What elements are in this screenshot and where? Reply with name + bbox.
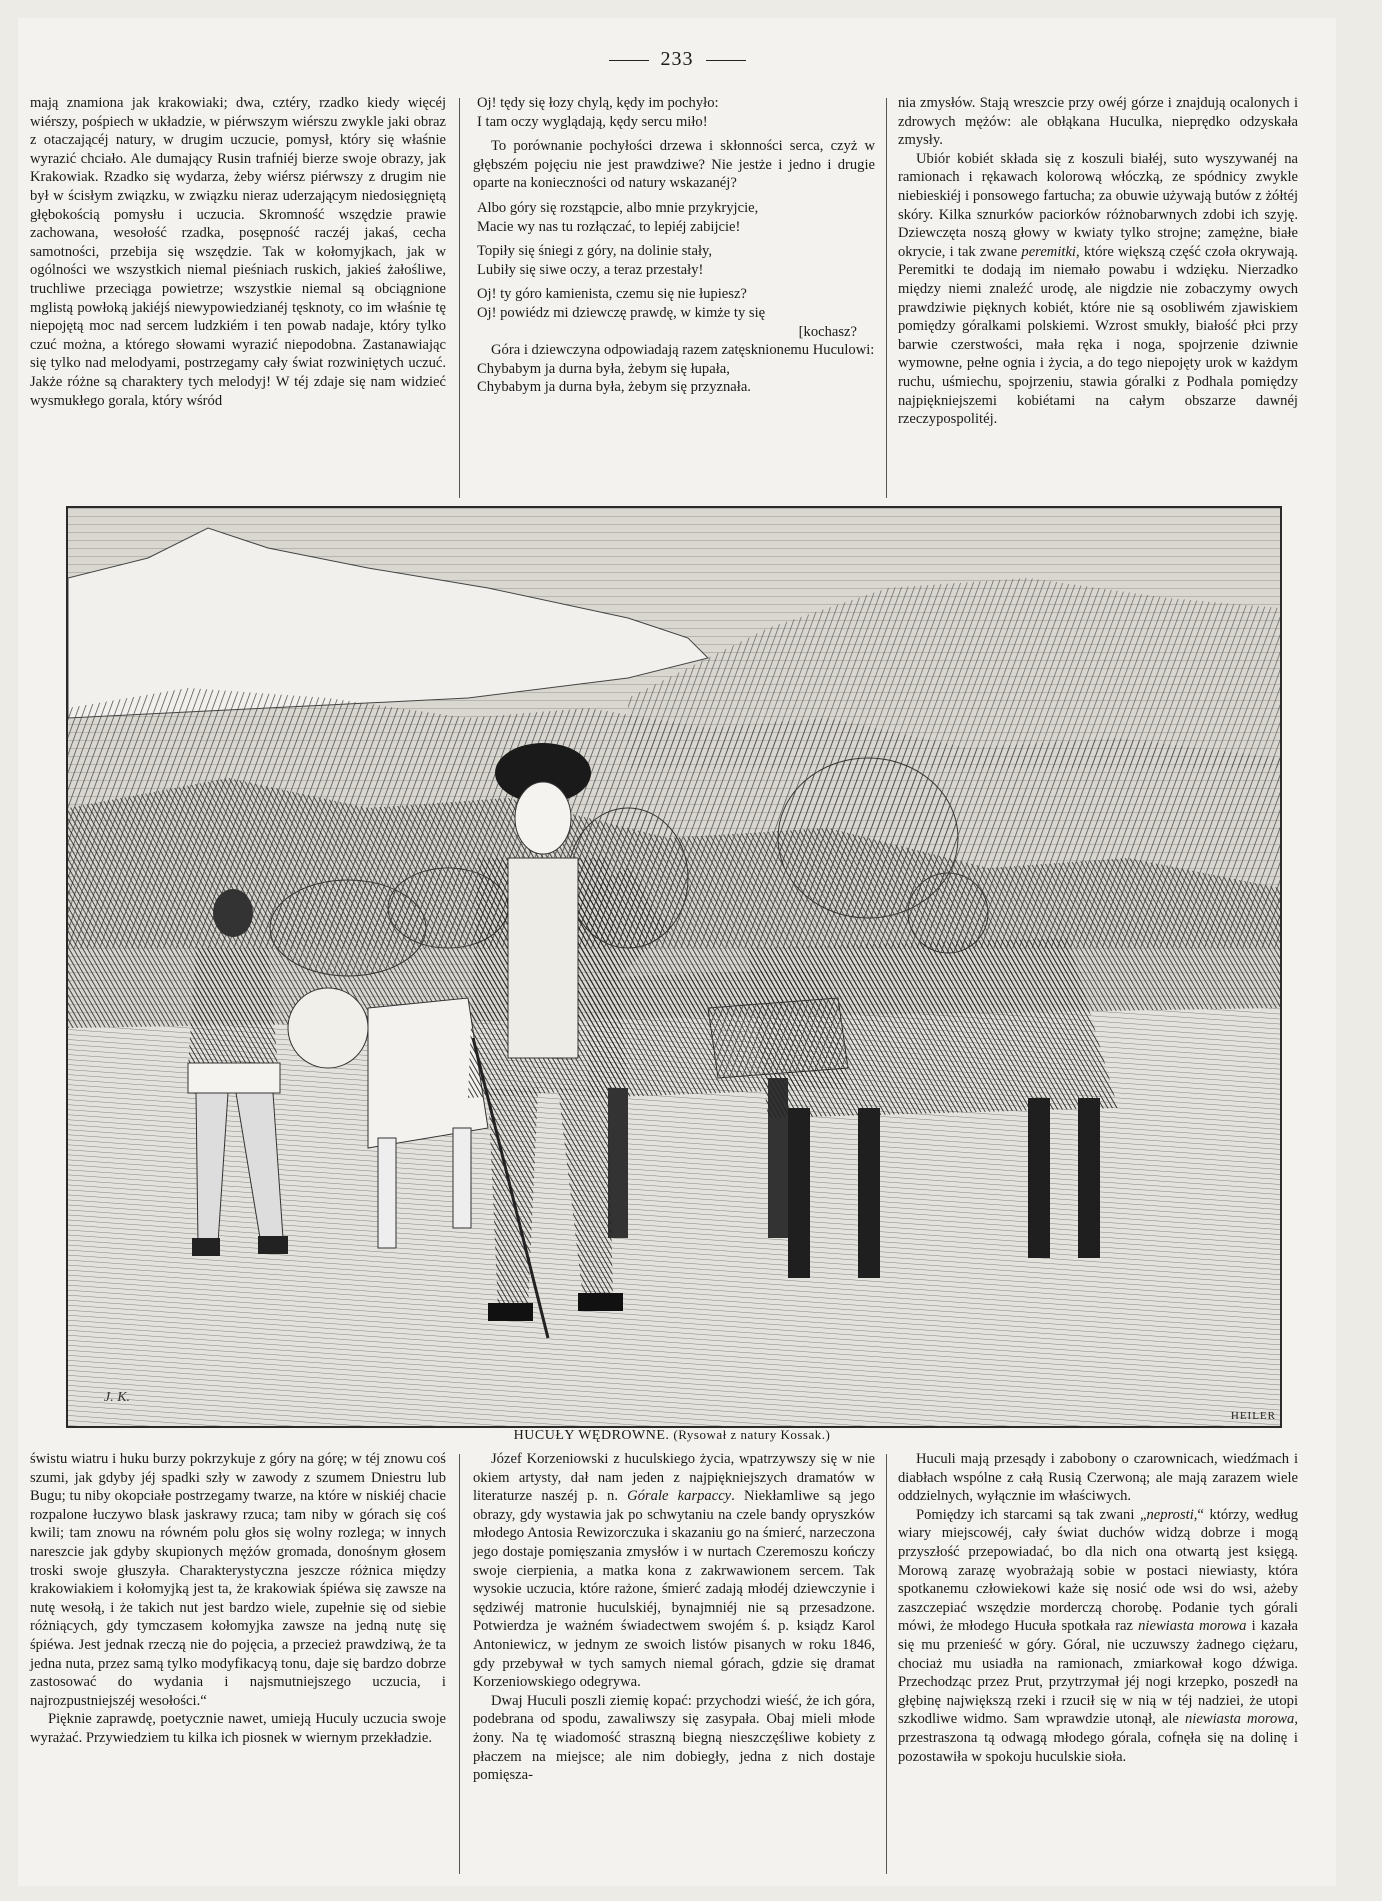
caption-credit: (Rysował z natury Kossak.) [673,1427,831,1442]
verse: Oj! ty góro kamienista, czemu się nie łupiesz? Oj! powiédz mi dziewczę prawdę, w kimże ty się [kochasz? [477,286,857,340]
top-column-2 [473,94,875,397]
paragraph: Pięknie zaprawdę, poetycznie nawet, umieją Huculy uczucia swoje wyrażać. Przywiedziem tu kilka ich piosnek w wiernym przekładzie. [30,1711,446,1746]
hutsuls-wandering-engraving [68,508,1280,1426]
bottom-column-1 [30,1450,446,1748]
bottom-column-2 [473,1450,875,1785]
top-column-1 [30,94,446,410]
column-divider [886,98,887,498]
paragraph: Józef Korzeniowski z huculskiego życia, wpatrzywszy się w nie okiem artysty, dał nam jeden z najpiękniejszych dramatów w literaturze naszéj p. n. Górale karpaccy. Niekłamliwe są jego obrazy, gdy wystawia jak po schwytaniu na czele bandy opryszków młodego Antosia Rewizorczuka i skazaniu go na śmierć, narzeczona jego dostaje pomięszania zmysłów i w nurtach Czeremoszu kończy swoje cierpienia, a matka kona z zakrwawionem sercem. Tak wysokie uczucia, które rażone, śmierć zadają młodéj dziewczynie i sędziwéj matronie huculskiéj, bynajmniéj nie są przesadzone. Potwierdza je ważném świadectwem swojém ś. p. ksiądz Karol Antoniewicz, w jednym ze swoich listów pisanych w roku 1846, gdy przebywał w tych samych niemal górach, gdzie się dramat Korzeniowskiego odegrywa. [473,1451,875,1691]
italic-term: niewiasta morowa [1185,1711,1295,1728]
paragraph: Dwaj Huculi poszli ziemię kopać: przychodzi wieść, że ich góra, podebrana od spodu, zawaliwszy się zasypała. Obaj mieli młode żony. Na tę wiadomość straszną biegną nieszczęśliwe kobiety z płaczem na miejsce; ale nim dobiegły, jedna z nich dostaje pomięsza- [473,1692,875,1784]
verse: Albo góry się rozstąpcie, albo mnie przykryjcie, Macie wy nas tu rozłączać, to lepiéj zabijcie! [477,199,759,235]
column-divider [886,1454,887,1874]
paragraph: Ubiór kobiét składa się z koszuli białéj, suto wyszywanéj na ramionach i rękawach kolorową włóczką, ze spódnicy zwykle niebieskiéj i ponsowego fartucha; za obuwie używają butów z żółtéj skóry. Kilka sznurków paciorków różnobarwnych zdobi ich szyję. Dziewczęta noszą głowy w kwiaty tylko strojne; zamężne, białe okrycie, i tak zwane peremitki, które większą część czoła okrywają. Peremitki te dodają im niemało powabu i wdzięku. Nierzadko między niemi znaleźć urodę, ale nigdzie nie zobaczymy owych prawdziwie pięknych kobiét, które nie są osobliwém zjawiskiem pomiędzy góralkami polskiemi. Wzrost smukły, białość płci przy barwie czerstwości, mała ręka i noga, spojrzenie dziwnie wymowne, pełne ognia i życia, a do tego niepojęty urok w każdym ruchu, uśmiechu, spojrzeniu, stawia góralki z Podhala pomiędzy najpiękniejszemi kobiétami na całym obszarze dawnéj rzeczypospolitéj. [898,150,1298,428]
paragraph: nia zmysłów. Stają wreszcie przy owéj górze i znajdują ocalonych i zdrowych mężów: ale obłąkana Huculka, nieprędko odzyskała zmysły. [898,95,1298,149]
paragraph: mają znamiona jak krakowiaki; dwa, cztéry, rzadko kiedy więcéj wiérszy, pośpiech w układzie, w piérwszym wiérszu zwykle jaki obraz z otaczającéj natury, w drugim uczucie, pomysł, który się właśnie wyrazić chciało. Ale dumający Rusin trafniéj bierze swoje obrazy, jak Krakowiak. Rzadko się wydarza, żeby wiérsz piérwszy z drugim nie był w ścisłym związku, w związku nieraz uderzającym niedosięgniętą głębokością pomysłu i uczucia. Skromność wszędzie prawie zachowana, wesołość rzadka, posępność raczéj jakaś, cecha samotności, przebija się wszędzie. Tak w kołomyjkach, jak w ogólności we wszystkich niemal pieśniach ruskich, jakieś żałośliwe, truchliwe przeciąga powietrze; wszystkie niemal są obciągnione mglistą powłoką jakiéjś niewypowiedzianéj tęsknoty, co im właśnie tę niepojętą moc nad sercem ludzkiém i ten powab nadaje, który tylko czuć można, a którego słowami wyrazić niepodobna. Zastanawiając się tylko nad melodyami, postrzegamy cały świat rozwiniętych uczuć. Jakże różne są charaktery tych melodyj! W téj zdaje się nam widzieć wysmukłego gorala, który wśród [30,95,446,409]
paragraph: Góra i dziewczyna odpowiadają razem zatęsknionemu Huculowi: [491,342,875,359]
column-divider [459,1454,460,1874]
page-number: 233 [18,48,1336,71]
engraving-illustration [66,506,1282,1428]
newspaper-page [18,18,1336,1886]
verse: Oj! tędy się łozy chylą, kędy im pochyło: I tam oczy wyglądają, kędy sercu miło! [477,95,719,130]
verse: Chybabym ja durna była, żebym się łupała, Chybabym ja durna była, żebym się przyznała. [477,360,751,396]
paragraph: Huculi mają przesądy i zabobony o czarownicach, wiedźmach i diabłach wspólne z całą Rusią Czerwoną; ale mają zarazem wiele oddzielnych, wyłącznie im właściwych. [898,1451,1298,1505]
paragraph: Pomiędzy ich starcami są tak zwani „neprosti,“ którzy, według wiary miejscowéj, cały świat duchów widzą dobrze i mogą przyszłość przepowiadać, bo dla nich ona otwartą jest księgą. Morową zarazę wyobrażają sobie w postaci niewiasty, która spotkanemu człowiekowi każe się nosić ode wsi do wsi, ażeby zaszczepiać wszędzie morderczą chorobę. Podanie tych górali mówi, że młodego Hucuła spotkała raz niewiasta morowa i kazała się mu przenieść w góry. Góral, nie uczuwszy żadnego ciężaru, chociaż mu usiadła na ramionach, zmiarkował kogo dźwiga. Przechodząc przez Prut, przytrzymał jéj nogi krzepko, poszedł na głębinę największą rzeki i rzucił się w nią w téj nadziei, że utopi szkodliwe widmo. Sam wprawdzie utonął, ale niewiasta morowa, przestraszona tą odwagą młodego górala, cofnęła się na dolinę i pozostawiła w spokoju huculskie sioła. [898,1506,1298,1765]
italic-title: Górale karpaccy [627,1488,732,1505]
italic-term: peremitki [1021,243,1076,260]
paragraph: świstu wiatru i huku burzy pokrzykuje z góry na górę; w téj znowu coś szumi, jak gdyby jéj spadki szły w zawody z szumem Dniestru lub Bugu; tu niby okopciałe postrzegamy twarze, na które w niskiéj chacie rozpalone łuczywo blask jaskrawy rzuca; tam niby w górach się coś kwili; tam znowu na równém polu głos się wolny rozlega; w innych nareszcie jak gdyby skupionych mężów gromada, donośnym głosem troski swoje głuszyła. Charakterystyczna jeszcze różnica między krakowiakiem i kołomyjką jest ta, że krakowiak śpiéwa się zawsze na nutę wesołą, i że takich nut jest bardzo wiele, zupełnie się od siebie różniących, gdy tymczasem kołomyjka zawsze na jedną nutę się śpiéwa. Jest jednak rzeczą nie do pojęcia, a przecież prawdziwą, że ta jedna nuta, przez samą tylko modyfikacyą tonu, daje się bardzo dobrze zastosować do wydania i najsmutniejszego uczucia, i najrozpustniejszéj wesołości.“ [30,1451,446,1709]
bottom-column-3 [898,1450,1298,1766]
column-divider [459,98,460,498]
paragraph: To porównanie pochyłości drzewa i skłonności serca, czyż w głębszém pojęciu nie jest prawdziwe? Nie jestże i jedno i drugie oparte na konieczności od natury wskazanéj? [473,138,875,192]
artist-initials: J. K. [104,1390,131,1405]
verse: Topiły się śniegi z góry, na dolinie stały, Lubiły się siwe oczy, a teraz przestały! [477,243,713,278]
italic-term: neprosti [1146,1506,1194,1523]
engraver-signature: HEILER [1230,1410,1276,1422]
caption-title: HUCUŁY WĘDROWNE. [513,1428,670,1443]
illustration-caption [66,1427,1278,1444]
top-column-3 [898,94,1298,429]
italic-term: niewiasta morowa [1138,1618,1247,1635]
